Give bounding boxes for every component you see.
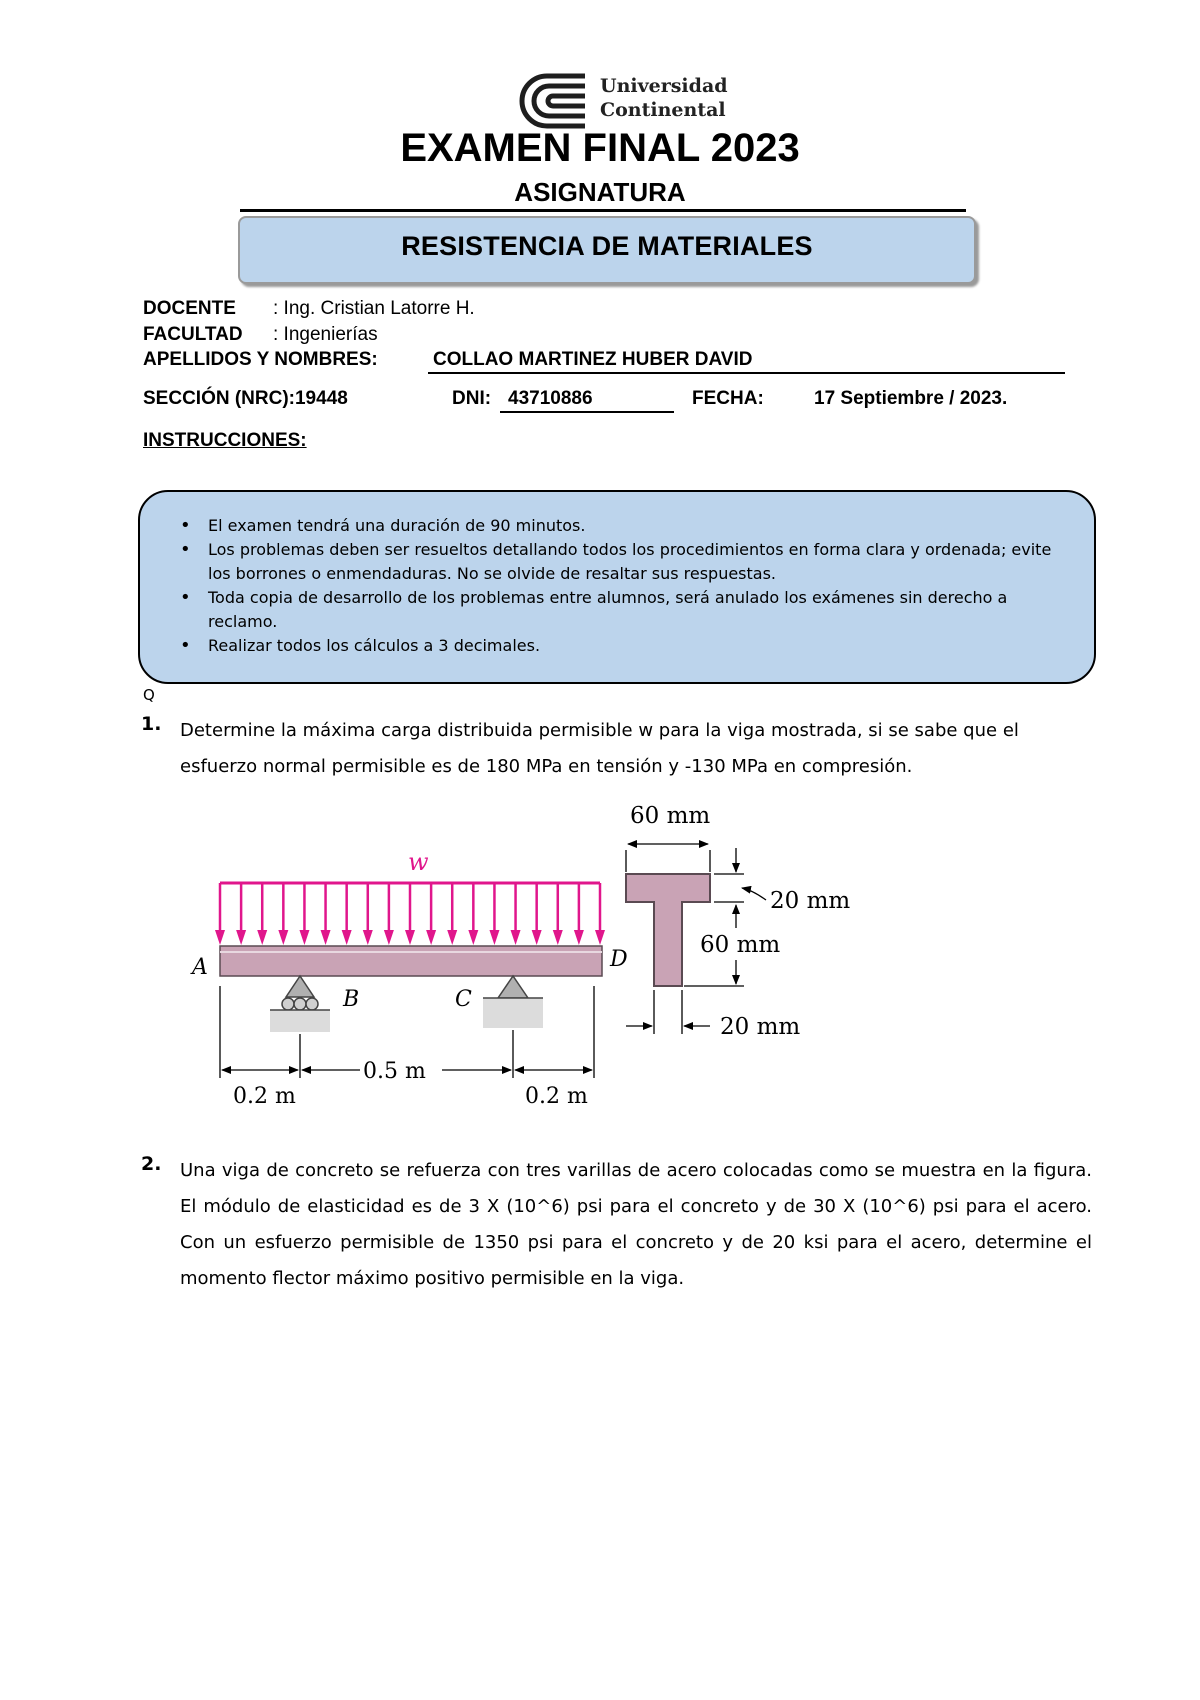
docente-value: : Ing. Cristian Latorre H.: [273, 298, 475, 319]
nombres-field: [428, 348, 1065, 374]
instrucciones-label: INSTRUCCIONES:: [143, 430, 307, 451]
nombres-label: [143, 348, 378, 372]
load-arrow-head: [511, 930, 521, 945]
pin-support-c: [483, 976, 543, 1028]
facultad-row: [143, 323, 243, 347]
beam: [220, 946, 602, 976]
facultad-value: : Ingenierías: [273, 324, 378, 345]
load-arrow-head: [384, 930, 394, 945]
stray-mark: Q: [143, 686, 155, 704]
dim-right-label: 0.2 m: [525, 1084, 588, 1109]
question-2-text: Una viga de concreto se refuerza con tres varillas de acero colocadas como se muestra en la figura. El módulo de elasticidad es de 3 X (10^6) psi para el concreto y de 30 X (10^6) psi para el acero. Con un esfuerzo permisible de 1350 psi para el concreto y de 20 ksi para el acero, determine el momento flector máximo positivo permisible en la viga.: [180, 1160, 1092, 1289]
instruction-item: • Los problemas deben ser resueltos detallando todos los procedimientos en forma clara y ordenada; evite los borrones o enmendaduras. No se olvide de resaltar sus respuestas.: [178, 538, 1068, 586]
label-c: C: [455, 987, 472, 1012]
load-arrow-head: [363, 930, 373, 945]
nombres-value: COLLAO MARTINEZ HUBER DAVID: [433, 349, 753, 370]
fecha-label-wrap: [692, 387, 764, 411]
load-label: w: [408, 848, 429, 876]
question-1-number: 1.: [141, 713, 162, 735]
instruction-item: • El examen tendrá una duración de 90 minutos.: [178, 514, 1068, 538]
facultad-label: FACULTAD: [143, 324, 243, 345]
fecha-value: 17 Septiembre / 2023.: [814, 388, 1008, 409]
load-arrow-head: [236, 930, 246, 945]
load-arrow-head: [426, 930, 436, 945]
seccion-value: SECCIÓN (NRC):19448: [143, 388, 348, 409]
dni-label: DNI:: [452, 388, 492, 409]
roller-support-b: [270, 976, 330, 1032]
distributed-load-arrows: [215, 883, 605, 945]
instructions-box: [138, 490, 1096, 684]
seccion-row: [143, 387, 348, 411]
docente-label: DOCENTE: [143, 298, 236, 319]
logo-line-1: Universidad: [600, 75, 728, 97]
web-height-label: 60 mm: [700, 932, 781, 958]
exam-title: EXAMEN FINAL 2023: [400, 126, 800, 170]
web-thickness-label: 20 mm: [720, 1014, 801, 1040]
instructions-list: [178, 514, 1068, 658]
instruction-item: • Toda copia de desarrollo de los problemas entre alumnos, será anulado los exámenes sin derecho a reclamo.: [178, 586, 1068, 634]
instrucciones-heading: [143, 429, 307, 453]
heading-divider: [240, 209, 966, 212]
course-name: RESISTENCIA DE MATERIALES: [401, 231, 813, 261]
question-1-text: Determine la máxima carga distribuida permisible w para la viga mostrada, si se sabe que el esfuerzo normal permisible es de 180 MPa en tensión y -130 MPa en compresión.: [180, 720, 1019, 777]
nombres-label-text: APELLIDOS Y NOMBRES:: [143, 349, 378, 370]
load-arrow-head: [553, 930, 563, 945]
beam-figure: [180, 790, 880, 1110]
t-section: [626, 874, 710, 986]
load-arrow-head: [532, 930, 542, 945]
load-arrow-head: [574, 930, 584, 945]
subject-heading: ASIGNATURA: [514, 177, 686, 207]
logo-line-2: Continental: [600, 99, 726, 121]
university-name: [600, 74, 728, 122]
dni-label-wrap: [452, 387, 491, 411]
docente-row: [143, 297, 236, 321]
load-arrow-head: [257, 930, 267, 945]
instruction-item: • Realizar todos los cálculos a 3 decimales.: [178, 634, 1068, 658]
course-banner: [238, 216, 976, 284]
load-arrow-head: [468, 930, 478, 945]
load-arrow-head: [405, 930, 415, 945]
dni-field: [500, 387, 674, 413]
load-arrow-head: [215, 930, 225, 945]
load-arrow-head: [299, 930, 309, 945]
question-2-number: 2.: [141, 1153, 162, 1175]
load-arrow-head: [321, 930, 331, 945]
label-d: D: [610, 947, 628, 972]
dni-value: 43710886: [508, 388, 593, 409]
load-arrow-head: [278, 930, 288, 945]
fecha-value-wrap: [814, 387, 1007, 411]
load-arrow-head: [342, 930, 352, 945]
dim-left-label: 0.2 m: [233, 1084, 296, 1109]
load-arrow-head: [595, 930, 605, 945]
load-arrow-head: [447, 930, 457, 945]
fecha-label: FECHA:: [692, 388, 764, 409]
dim-mid-label: 0.5 m: [363, 1059, 426, 1084]
load-arrow-head: [489, 930, 499, 945]
label-b: B: [343, 987, 360, 1012]
label-a: A: [192, 955, 208, 980]
flange-width-label: 60 mm: [630, 803, 711, 829]
flange-thickness-label: 20 mm: [770, 888, 851, 914]
